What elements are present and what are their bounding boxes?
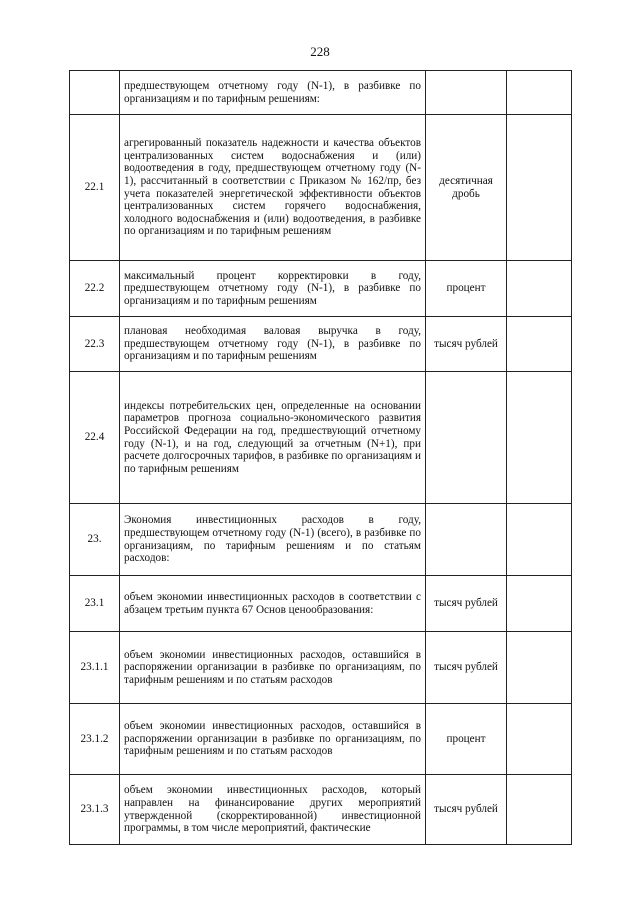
row-number: 23.1.3: [70, 775, 120, 845]
row-number: [70, 71, 120, 115]
table-row: [70, 775, 572, 845]
row-number: 23.: [70, 504, 120, 576]
row-description: плановая необходимая валовая выручка в году, предшествующем отчетному году (N-1), в разбивке по организациям и по тарифным решениям: [120, 317, 426, 372]
row-unit: тысяч рублей: [426, 576, 507, 632]
row-description: объем экономии инвестиционных расходов, который направлен на финансирование других мероприятий утвержденной (скорректированной) инвестиционной программы, в том числе мероприятий, фактические: [120, 775, 426, 845]
row-unit: [426, 372, 507, 504]
table-row: [70, 504, 572, 576]
row-value-cell: [507, 576, 572, 632]
page-number: 228: [310, 44, 330, 59]
row-description: объем экономии инвестиционных расходов, оставшийся в распоряжении организации в разбивке по организациям, по тарифным решениям и по статьям расходов: [120, 632, 426, 704]
row-number: 22.4: [70, 372, 120, 504]
row-unit: [426, 504, 507, 576]
row-number: 23.1.1: [70, 632, 120, 704]
row-description: объем экономии инвестиционных расходов в соответствии с абзацем третьим пункта 67 Основ ценообразования:: [120, 576, 426, 632]
row-unit: тысяч рублей: [426, 775, 507, 845]
row-unit: тысяч рублей: [426, 317, 507, 372]
row-unit: десятичная дробь: [426, 115, 507, 261]
row-number: 22.1: [70, 115, 120, 261]
row-description: агрегированный показатель надежности и качества объектов централизованных систем водоснабжения и (или) водоотведения в году, предшествующем отчетному году (N-1), рассчитанный в соответствии с Приказом № 162/пр, без учета показателей энергетической эффективности объектов централизованных систем горячего водоснабжения, холодного водоснабжения и (или) водоотведения, в разбивке по организациям и по тарифным решениям: [120, 115, 426, 261]
row-value-cell: [507, 632, 572, 704]
row-number: 22.3: [70, 317, 120, 372]
row-value-cell: [507, 261, 572, 317]
table-row: [70, 372, 572, 504]
table-row: [70, 704, 572, 775]
row-value-cell: [507, 317, 572, 372]
row-description: предшествующем отчетному году (N-1), в разбивке по организациям и по тарифным решениям:: [120, 71, 426, 115]
row-unit: процент: [426, 261, 507, 317]
row-unit: тысяч рублей: [426, 632, 507, 704]
row-description: индексы потребительских цен, определенные на основании параметров прогноза социально-экономического развития Российской Федерации на год, предшествующий отчетному году (N-1), и на год, следующий за отчетным (N+1), при расчете долгосрочных тарифов, в разбивке по организациям и по тарифным решениям: [120, 372, 426, 504]
row-value-cell: [507, 704, 572, 775]
row-value-cell: [507, 71, 572, 115]
table-row: [70, 261, 572, 317]
row-number: 23.1: [70, 576, 120, 632]
row-description: объем экономии инвестиционных расходов, оставшийся в распоряжении организации в разбивке по организациям, по тарифным решениям и по статьям расходов: [120, 704, 426, 775]
table-row: [70, 71, 572, 115]
row-description: Экономия инвестиционных расходов в году, предшествующем отчетному году (N-1) (всего), в разбивке по организациям, по тарифным решениям и по статьям расходов:: [120, 504, 426, 576]
row-unit: [426, 71, 507, 115]
row-unit: процент: [426, 704, 507, 775]
row-value-cell: [507, 504, 572, 576]
row-value-cell: [507, 775, 572, 845]
row-number: 23.1.2: [70, 704, 120, 775]
table-row: [70, 317, 572, 372]
row-value-cell: [507, 372, 572, 504]
indicators-table: [69, 70, 572, 845]
row-value-cell: [507, 115, 572, 261]
row-description: максимальный процент корректировки в году, предшествующем отчетному году (N-1), в разбивке по организациям и по тарифным решениям: [120, 261, 426, 317]
table-row: [70, 115, 572, 261]
row-number: 22.2: [70, 261, 120, 317]
table-row: [70, 576, 572, 632]
table-row: [70, 632, 572, 704]
